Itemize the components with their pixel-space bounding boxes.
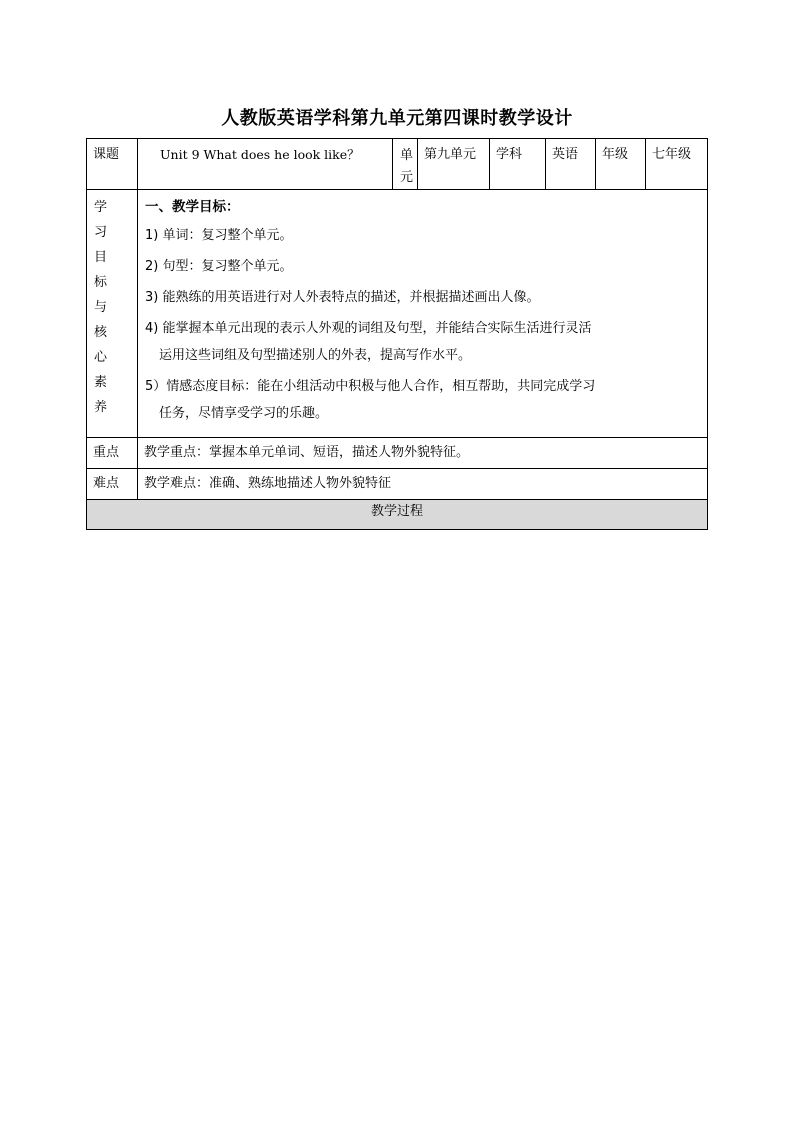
- unit-label-cell: [393, 139, 418, 190]
- lesson-plan-table: [86, 138, 708, 530]
- difficulty-value-cell: [138, 469, 708, 500]
- key-point-label-cell: [87, 438, 138, 469]
- topic-label-cell: [87, 139, 138, 190]
- topic-value: Unit 9 What does he look like？: [160, 147, 360, 162]
- objective-item: 1) 单词：复习整个单元。: [145, 228, 293, 243]
- unit-value: 第九单元: [424, 147, 477, 162]
- objectives-content: [138, 190, 707, 437]
- document-title: 人教版英语学科第九单元第四课时教学设计: [221, 108, 573, 129]
- objective-item: 2) 句型：复习整个单元。: [145, 259, 293, 274]
- grade-value-cell: [646, 139, 708, 190]
- objectives-row: [87, 190, 708, 438]
- objectives-label-cell: [87, 190, 138, 438]
- objective-item: 5）情感态度目标：能在小组活动中积极与他人合作，相互帮助，共同完成学习: [145, 379, 596, 394]
- grade-label: 年级: [602, 147, 629, 162]
- key-point-value: 教学重点：掌握本单元单词、短语，描述人物外貌特征。: [144, 445, 470, 460]
- difficulty-label: 难点: [93, 476, 120, 491]
- objective-item-continued: 任务，尽情享受学习的乐趣。: [159, 406, 329, 421]
- difficulty-value: 教学难点：准确、熟练地描述人物外貌特征: [144, 476, 392, 491]
- process-header-cell: 教学过程: [87, 500, 708, 530]
- objectives-heading: 一、教学目标：: [145, 199, 240, 215]
- objectives-label: 学习目标与核心素养: [94, 200, 114, 415]
- header-row: [87, 139, 708, 190]
- difficulty-label-cell: [87, 469, 138, 500]
- subject-label: 学科: [496, 147, 523, 162]
- key-point-row: [87, 438, 708, 469]
- grade-label-cell: [596, 139, 646, 190]
- topic-value-cell: [138, 139, 393, 190]
- objective-item: 3) 能熟练的用英语进行对人外表特点的描述，并根据描述画出人像。: [145, 290, 540, 305]
- process-row: [87, 500, 708, 530]
- subject-value-cell: [546, 139, 596, 190]
- objectives-content-cell: [138, 190, 708, 438]
- unit-value-cell: [418, 139, 490, 190]
- objective-item: 4) 能掌握本单元出现的表示人外观的词组及句型，并能结合实际生活进行灵活: [145, 321, 592, 336]
- subject-label-cell: [490, 139, 546, 190]
- key-point-value-cell: [138, 438, 708, 469]
- key-point-label: 重点: [93, 445, 120, 460]
- grade-value: 七年级: [652, 147, 692, 162]
- objective-item-continued: 运用这些词组及句型描述别人的外表，提高写作水平。: [159, 348, 472, 363]
- difficulty-row: [87, 469, 708, 500]
- unit-label: 单元: [400, 148, 414, 185]
- subject-value: 英语: [552, 147, 579, 162]
- topic-label: 课题: [93, 147, 120, 162]
